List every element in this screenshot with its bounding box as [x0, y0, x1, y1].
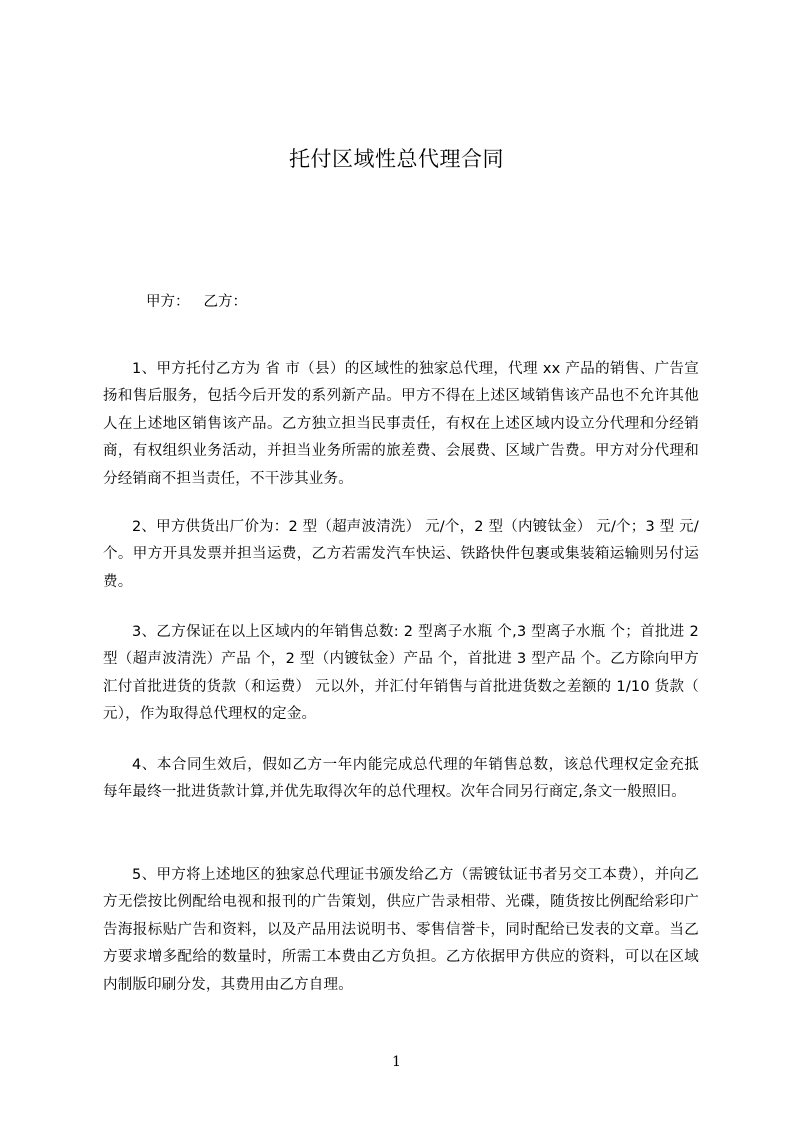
party-a-label: 甲方： [146, 294, 190, 310]
clause-3-paragraph: 3、乙方保证在以上区域内的年销售总数: 2 型离子水瓶 个,3 型离子水瓶 个；首批进 2 型（超声波清洗）产品 个，2 型（内镀钛金）产品 个，首批进 3 型产品 个。乙方除向甲方汇付首批进货的货款（和运费） 元以外，并汇付年销售与首批进货数之差额的 1/10 货款（ 元），作为取得总代理权的定金。 [103, 623, 699, 723]
clause-1-paragraph: 1、甲方托付乙方为 省 市（县）的区域性的独家总代理，代理 xx 产品的销售、广告宣扬和售后服务，包括今后开发的系列新产品。甲方不得在上述区域销售该产品也不允许其他人在上述地区销售该产品。乙方独立担当民事责任，有权在上述区域内设立分代理和分经销商，有权组织业务活动，并担当业务所需的旅差费、会展费、区域广告费。甲方对分代理和分经销商不担当责任，不干涉其业务。 [103, 360, 699, 487]
clause-4-paragraph: 4、本合同生效后，假如乙方一年内能完成总代理的年销售总数，该总代理权定金充抵每年最终一批进货款计算,并优先取得次年的总代理权。次年合同另行商定,条文一般照旧。 [103, 756, 699, 801]
page-title: 托付区域性总代理合同 [289, 147, 504, 171]
clause-5-paragraph: 5、甲方将上述地区的独家总代理证书颁发给乙方（需镀钛证书者另交工本费），并向乙方无偿按比例配给电视和报刊的广告策划，供应广告录相带、光碟，随货按比例配给彩印广告海报标贴广告和资料，以及产品用法说明书、零售信誉卡，同时配给已发表的文章。当乙方要求增多配给的数量时，所需工本费由乙方负担。乙方依据甲方供应的资料，可以在区域内制版印刷分发，其费用由乙方自理。 [103, 866, 699, 993]
parties-line [146, 290, 247, 311]
party-b-label: 乙方： [203, 294, 247, 310]
page-number: 1 [392, 1054, 401, 1070]
clause-2-paragraph: 2、甲方供货出厂价为：2 型（超声波清洗） 元/个，2 型（内镀钛金） 元/个；3 型 元/个。甲方开具发票并担当运费，乙方若需发汽车快运、铁路快件包裹或集装箱运输则另付运费。 [103, 518, 699, 590]
